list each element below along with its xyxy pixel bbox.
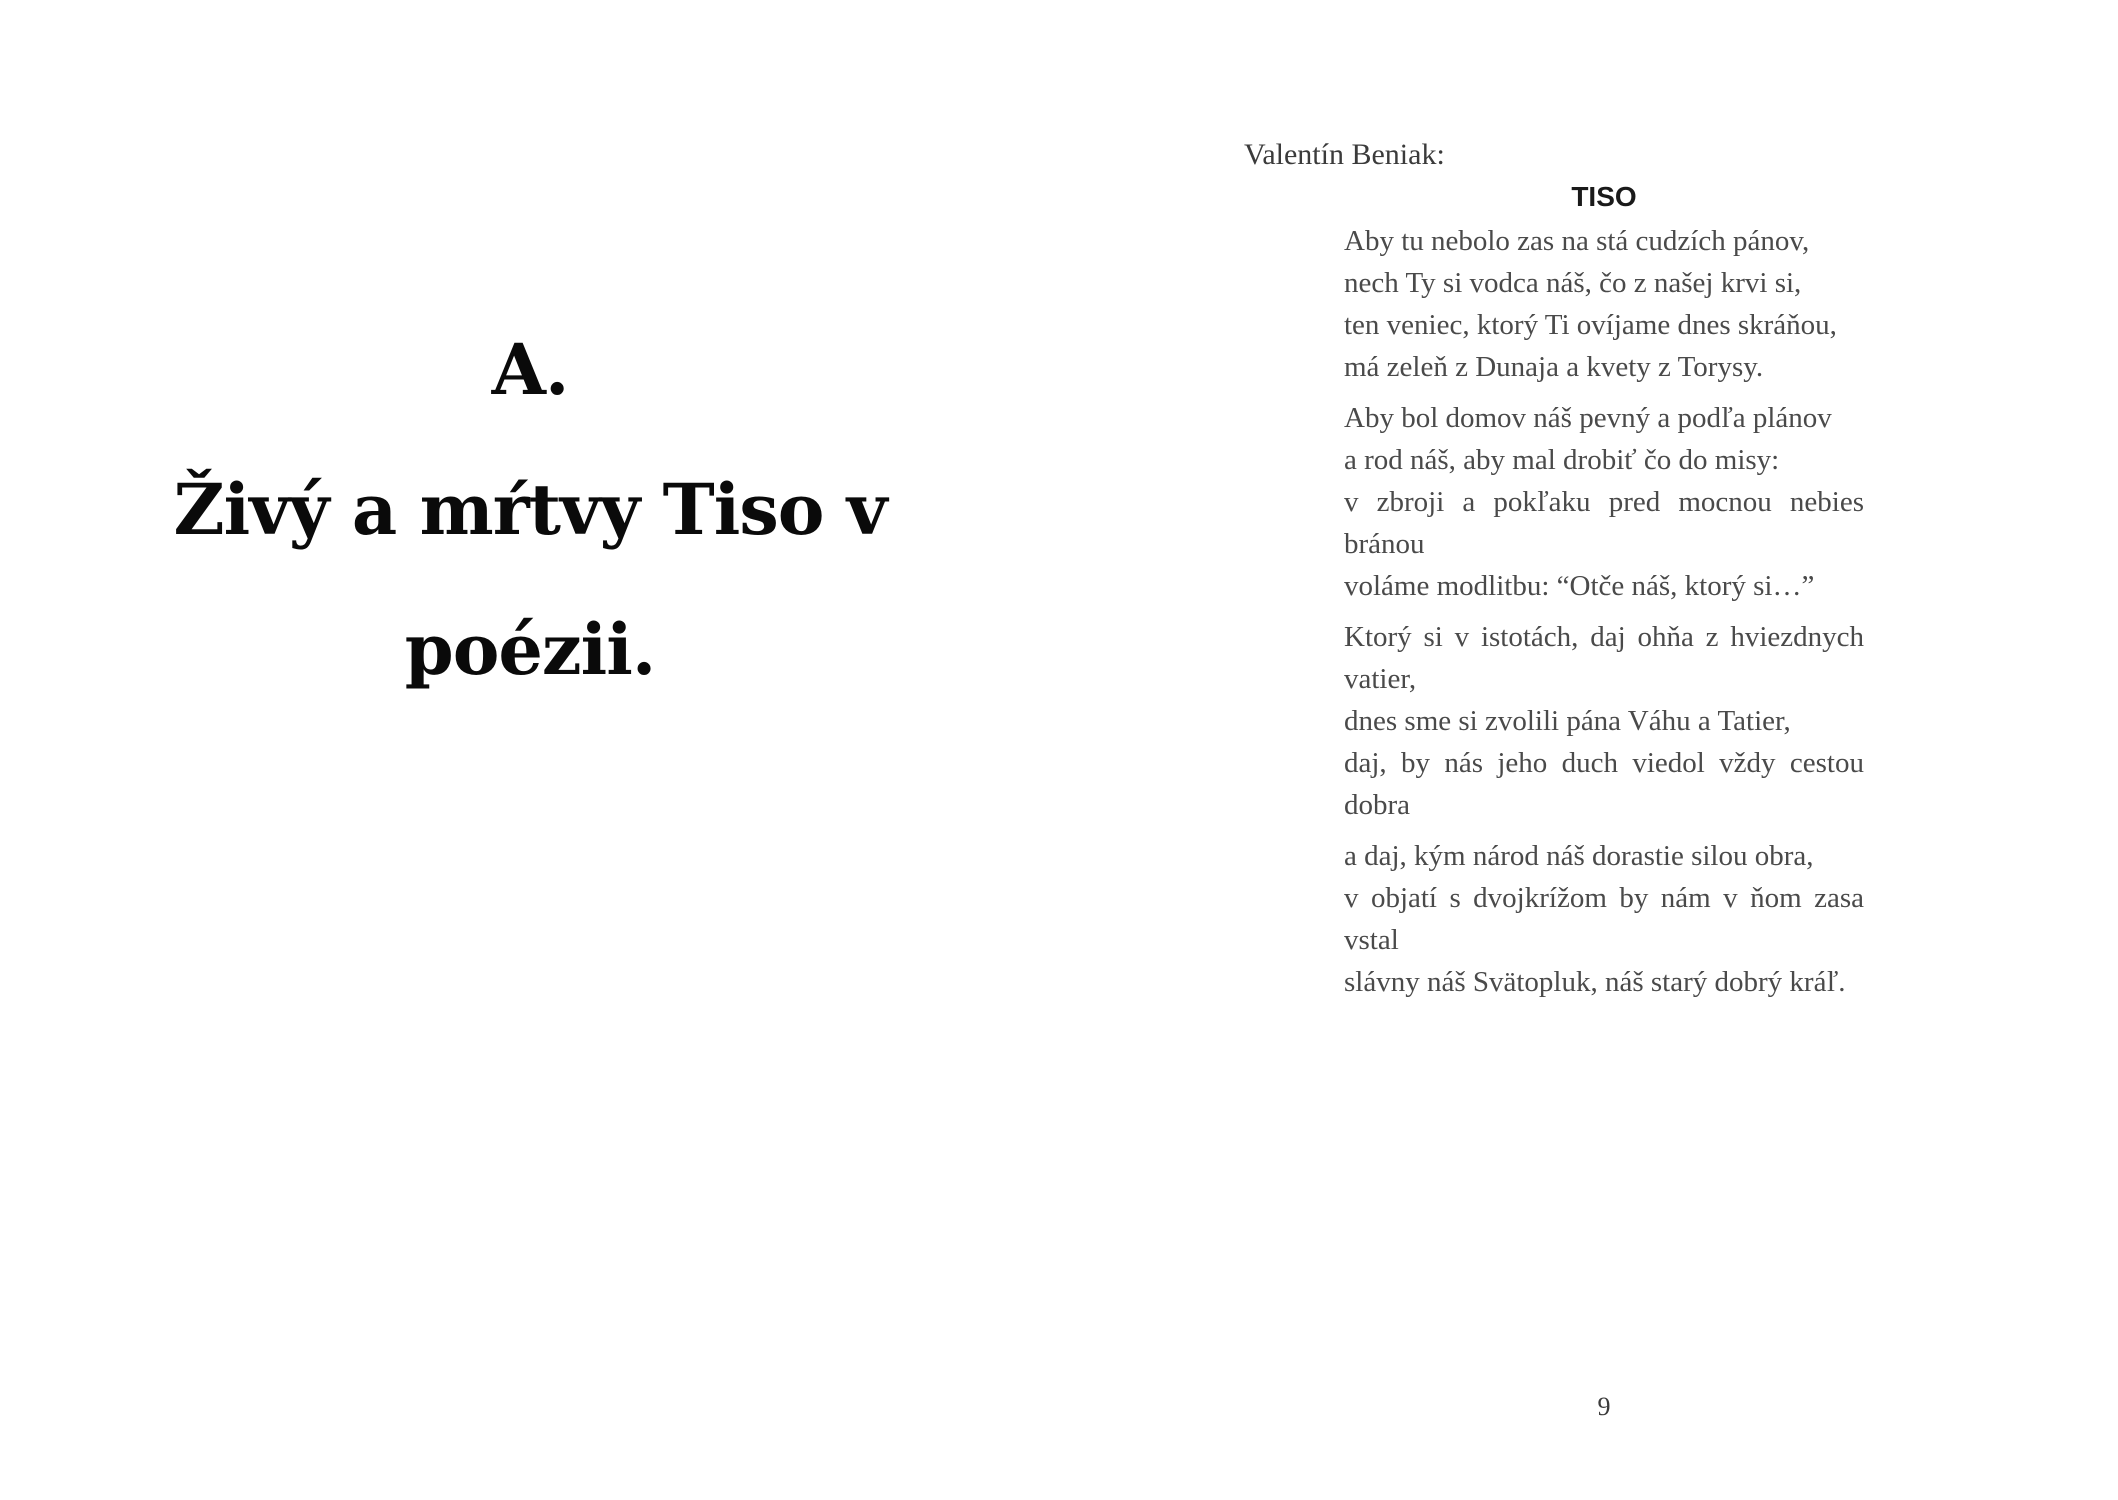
poem-body (1344, 220, 1864, 1012)
heading-line: A. (491, 328, 569, 411)
poem-line: nech Ty si vodca náš, čo z našej krvi si, (1344, 267, 1802, 299)
heading-line: poézii. (404, 608, 656, 691)
poem-line: v zbroji a pokľaku pred mocnou nebies (1344, 486, 1864, 518)
page-number: 9 (1597, 1392, 1611, 1421)
poem-line: daj, by nás jeho duch viedol vždy cestou (1344, 747, 1864, 779)
poem-line: vstal (1344, 924, 1399, 956)
poem-line: Aby tu nebolo zas na stá cudzích pánov, (1344, 225, 1810, 257)
poem-author: Valentín Beniak: (1244, 138, 1445, 171)
stanza (1344, 397, 1864, 607)
stanza (1344, 220, 1864, 388)
stanza (1344, 835, 1864, 1003)
poem-line: v objatí s dvojkrížom by nám v ňom zasa (1344, 882, 1864, 914)
poem-title: TISO (1571, 181, 1637, 212)
heading-line: Živý a mŕtvy Tiso v (173, 468, 887, 551)
poem-line: vatier, (1344, 663, 1417, 695)
poem-line: voláme modlitbu: “Otče náš, ktorý si…” (1344, 570, 1815, 602)
stanza (1344, 616, 1864, 826)
section-heading (140, 300, 920, 720)
right-page (1059, 0, 2118, 1500)
poem-line: a rod náš, aby mal drobiť čo do misy: (1344, 444, 1780, 476)
poem-line: slávny náš Svätopluk, náš starý dobrý kráľ. (1344, 966, 1846, 998)
poem-line: dnes sme si zvolili pána Váhu a Tatier, (1344, 705, 1791, 737)
poem-line: bránou (1344, 528, 1425, 560)
poem-line: ten veniec, ktorý Ti ovíjame dnes skráňou, (1344, 309, 1837, 341)
poem-line: a daj, kým národ náš dorastie silou obra, (1344, 840, 1814, 872)
poem-line: má zeleň z Dunaja a kvety z Torysy. (1344, 351, 1764, 383)
poem-line: dobra (1344, 789, 1411, 821)
poem-line: Ktorý si v istotách, daj ohňa z hviezdnych (1344, 621, 1864, 653)
poem-line: Aby bol domov náš pevný a podľa plánov (1344, 402, 1832, 434)
